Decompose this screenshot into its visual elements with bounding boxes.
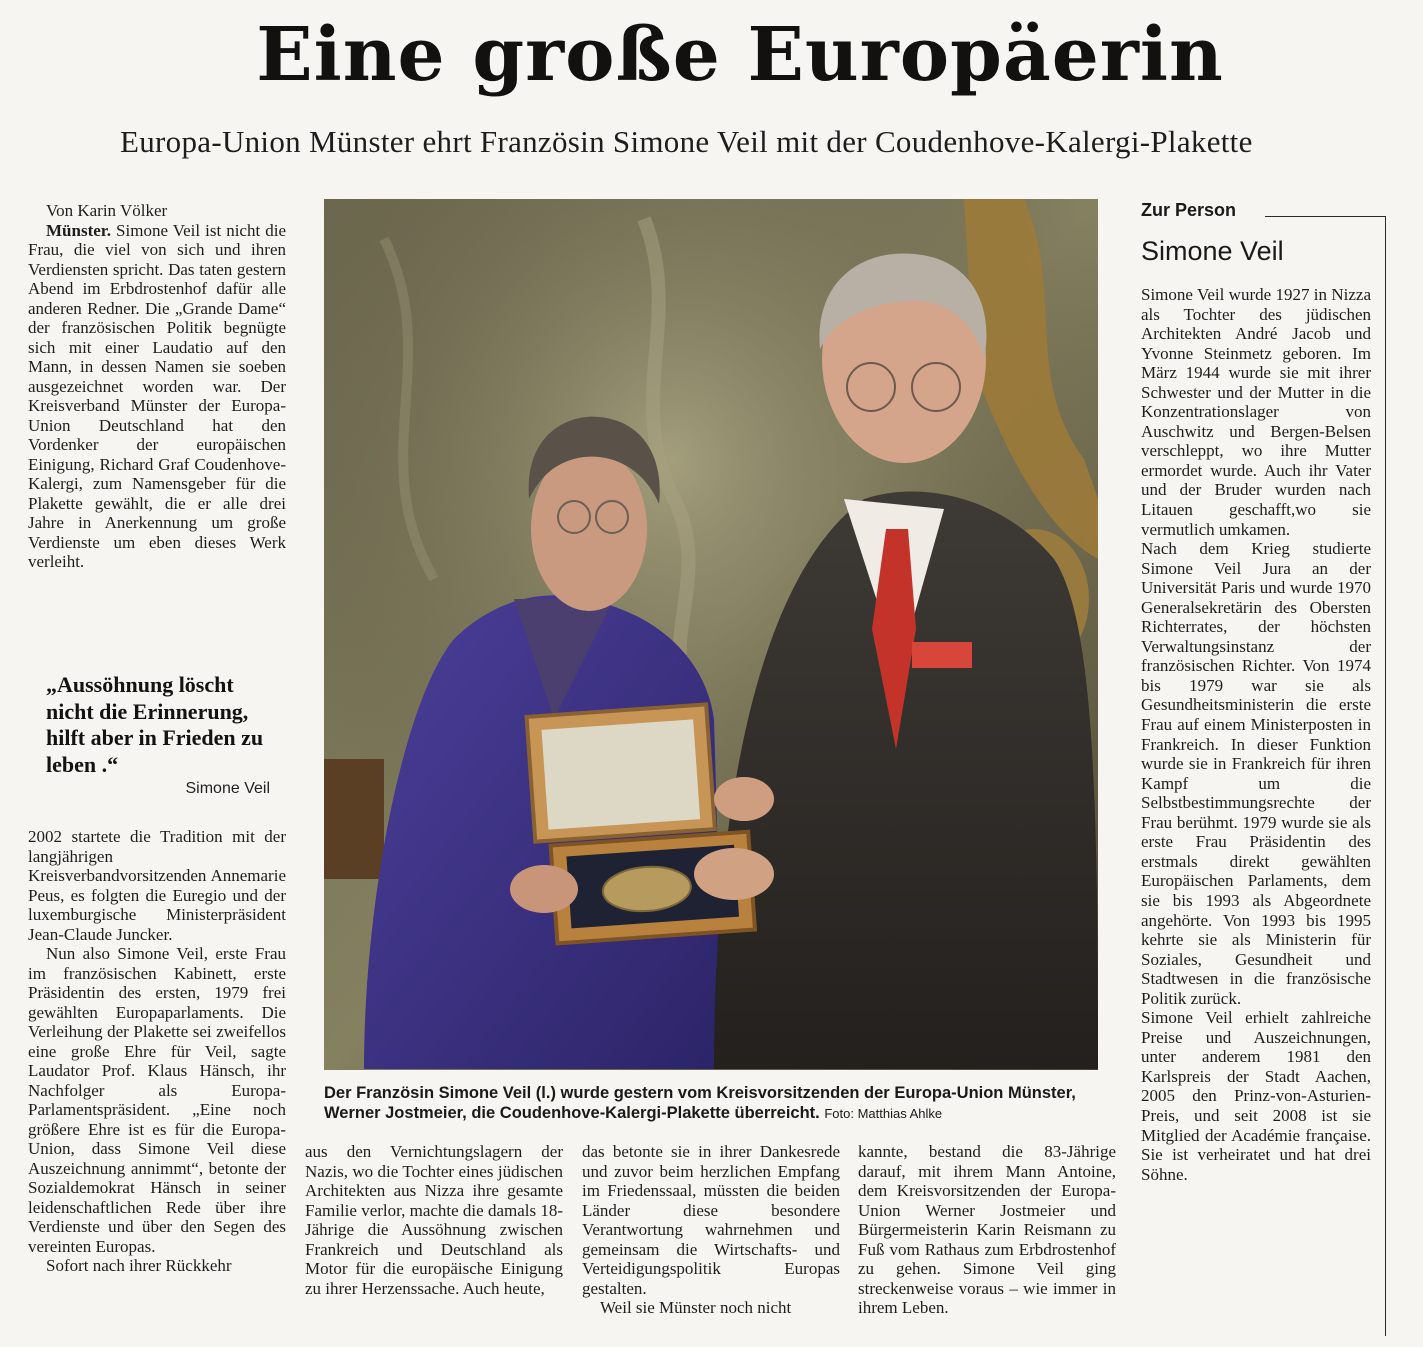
paragraph: Simone Veil erhielt zahlreiche Preise und Auszeichnungen, unter anderem 1981 den Karlspreis der Stadt Aachen, 2005 den Prinz-von-Asturien-Preis, und seit 2008 ist sie Mitglied der Académie française. Sie ist verheiratet und hat drei Söhne.: [1141, 1008, 1371, 1184]
caption-text: Der Französin Simone Veil (l.) wurde gestern vom Kreisvorsitzenden der Europa-Union Münster, Werner Jostmeier, die Coudenhove-Kalergi-Plakette überreicht.: [324, 1084, 1076, 1122]
sidebar-rule: [1385, 216, 1386, 1336]
sidebar-kicker: Zur Person: [1141, 200, 1237, 220]
article-column-2: [305, 1142, 563, 1298]
intro-paragraph: [28, 221, 286, 572]
paragraph: kannte, bestand die 83-Jährige darauf, mit ihrem Mann Antoine, dem Kreisvorsitzenden der Europa-Union Werner Jostmeier und Bürgermeisterin Karin Reismann zu Fuß vom Rathaus zum Erbdrostenhof zu gehen. Simone Veil ging streckenweise voraus – wie immer in ihrem Leben.: [858, 1142, 1116, 1317]
paragraph: Nun also Simone Veil, erste Frau im französischen Kabinett, erste Präsidentin des ersten, 1979 frei gewählten Europaparlaments. Die Verleihung der Plakette sei zweifellos eine große Ehre für Veil, sagte Laudator Prof. Klaus Hänsch, ihr Nachfolger als Europa-Parlamentspräsident. „Eine noch größere Ehre ist es für die Europa-Union, dass Simone Veil diese Auszeichnung annimmt“, betonte der Sozialdemokrat Hänsch in seiner leidenschaftlichen Rede über ihre Verdienste und über den Segen des vereinten Europas.: [28, 944, 286, 1256]
paragraph: Weil sie Münster noch nicht: [600, 1298, 792, 1317]
paragraph: Nach dem Krieg studierte Simone Veil Jura an der Universität Paris und wurde 1970 Generalsekretärin des Obersten Richterrates, der höchsten Verwaltungsinstanz der französischen Richter. Von 1974 bis 1979 war sie als Gesundheitsministerin die erste Frau auf einem Ministerposten in Frankreich. In dieser Funktion wurde sie in Frankreich für ihren Kampf um die Selbstbestimmungsrechte der Frau berühmt. 1979 wurde sie als erste Frau Präsidentin des erstmals direkt gewählten Europäischen Parlaments, dem sie bis 1993 als Abgeordnete angehörte. Von 1993 bis 1995 kehrte sie als Ministerin für Soziales, Gesundheit und Stadtwesen in die französische Politik zurück.: [1141, 539, 1371, 1008]
pull-quote-author: Simone Veil: [185, 780, 270, 797]
sidebar-title: Simone Veil: [1141, 236, 1284, 266]
article-column-1-continued: [28, 827, 286, 1276]
paragraph: Simone Veil wurde 1927 in Nizza als Tochter des jüdischen Architekten André Jacob und Yvonne Steinmetz geboren. Im März 1944 wurde sie mit ihrer Schwester und der Mutter in die Konzentrationslager von Auschwitz und Bergen-Belsen verschleppt, wo ihre Mutter ermordet wurde. Auch ihr Vater und der Bruder wurden nach Litauen geschafft,wo sie vermutlich umkamen.: [1141, 285, 1371, 539]
paragraph: aus den Vernichtungslagern der Nazis, wo die Tochter eines jüdischen Architekten aus Nizza ihre gesamte Familie verlor, machte die damals 18-Jährige die Aussöhnung zwischen Frankreich und Deutschland als Motor für die europäische Einigung zu ihrer Herzenssache. Auch heute,: [305, 1142, 564, 1298]
paragraph: 2002 startete die Tradition mit der langjährigen Kreisverbandvorsitzenden Annemarie Peus, es folgten die Euregio und der luxemburgische Ministerpräsident Jean-Claude Juncker.: [28, 827, 286, 944]
sidebar-rule: [1265, 216, 1386, 217]
paragraph: Sofort nach ihrer Rückkehr: [46, 1256, 232, 1275]
sidebar-body: [1141, 285, 1371, 1184]
photo-credit: Foto: Matthias Ahlke: [824, 1106, 943, 1121]
paragraph: das betonte sie in ihrer Dankesrede und zuvor beim herzlichen Empfang im Friedenssaal, müssten die beiden Länder diese besondere Verantwortung wahrnehmen und gemeinsam die Wirtschafts- und Verteidigungspolitik Europas gestalten.: [582, 1142, 840, 1298]
photo-caption: [324, 1083, 1124, 1124]
pull-quote: „Aussöhnung löscht nicht die Erinnerung, hilft aber in Frieden zu leben .“: [46, 672, 264, 777]
dateline: Münster.: [46, 220, 112, 240]
subheadline: Europa-Union Münster ehrt Französin Simone Veil mit der Coudenhove-Kalergi-Plakette: [120, 124, 1253, 159]
headline: Eine große Europäerin: [256, 12, 1224, 98]
award-photo: [324, 199, 1098, 1070]
article-column-3: [582, 1142, 840, 1318]
byline: Von Karin Völker: [46, 201, 168, 220]
article-column-1: [28, 201, 286, 572]
article-column-4: [858, 1142, 1116, 1318]
intro-text: Simone Veil ist nicht die Frau, die viel von sich und ihren Verdiensten spricht. Das taten gestern Abend im Erbdrostenhof dafür alle anderen Redner. Die „Grande Dame“ der französischen Politik begnügte sich mit einer Laudatio auf den Mann, in dessen Namen sie soeben ausgezeichnet worden war. Der Kreisverband Münster der Europa-Union Deutschland hat den Vordenker der europäischen Einigung, Richard Graf Coudenhove-Kalergi, zum Namensgeber für die Plakette gewählt, die er alle drei Jahre in Anerkennung um große Verdienste um eben dieses Werk verleiht.: [28, 220, 286, 571]
